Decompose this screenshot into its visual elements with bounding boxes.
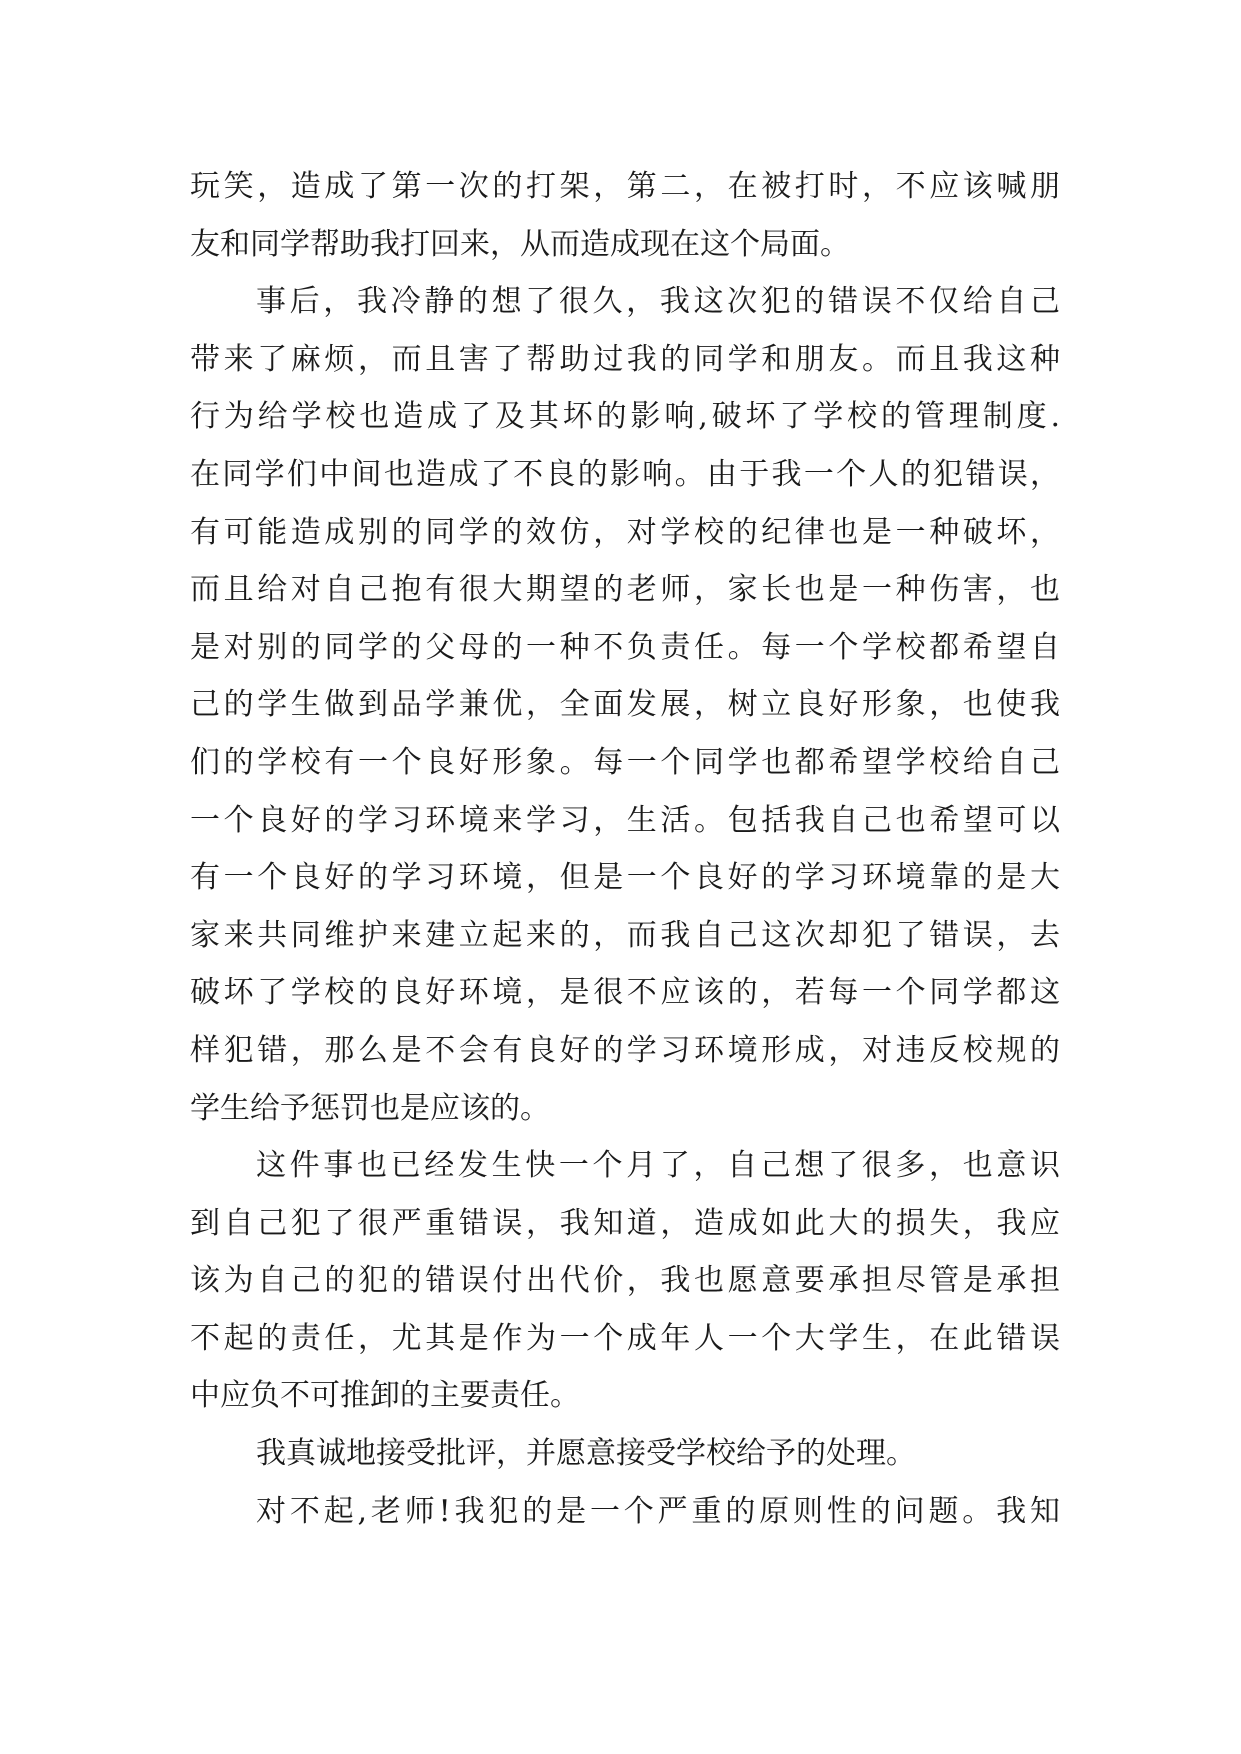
text-line: 有一个良好的学习环境，但是一个良好的学习环境靠的是大 — [190, 860, 1060, 896]
text-line: 不起的责任，尤其是作为一个成年人一个大学生，在此错误 — [190, 1320, 1060, 1356]
text-line: 家来共同维护来建立起来的，而我自己这次却犯了错误，去 — [190, 917, 1060, 953]
text-line: 在同学们中间也造成了不良的影响。由于我一个人的犯错误， — [190, 456, 1060, 492]
text-line: 中应负不可推卸的主要责任。 — [190, 1378, 580, 1414]
text-line: 一个良好的学习环境来学习，生活。包括我自己也希望可以 — [190, 802, 1060, 838]
text-line: 行为给学校也造成了及其坏的影响,破坏了学校的管理制度. — [190, 399, 1060, 435]
document-body — [190, 158, 1060, 1540]
text-line: 是对别的同学的父母的一种不负责任。每一个学校都希望自 — [190, 629, 1060, 665]
text-line: 学生给予惩罚也是应该的。 — [190, 1090, 550, 1126]
text-line: 有可能造成别的同学的效仿，对学校的纪律也是一种破坏， — [190, 514, 1060, 550]
text-line: 对不起,老师!我犯的是一个严重的原则性的问题。我知 — [256, 1493, 1060, 1529]
text-line: 样犯错，那么是不会有良好的学习环境形成，对违反校规的 — [190, 1032, 1060, 1068]
text-line: 破坏了学校的良好环境，是很不应该的，若每一个同学都这 — [190, 975, 1060, 1011]
text-line: 这件事也已经发生快一个月了，自己想了很多，也意识 — [256, 1148, 1060, 1184]
text-line: 事后，我冷静的想了很久，我这次犯的错误不仅给自己 — [256, 284, 1060, 320]
text-line: 我真诚地接受批评，并愿意接受学校给予的处理。 — [256, 1436, 916, 1472]
text-line: 友和同学帮助我打回来，从而造成现在这个局面。 — [190, 226, 850, 262]
text-line: 到自己犯了很严重错误，我知道，造成如此大的损失，我应 — [190, 1205, 1060, 1241]
text-line: 们的学校有一个良好形象。每一个同学也都希望学校给自己 — [190, 744, 1060, 780]
text-line: 己的学生做到品学兼优，全面发展，树立良好形象，也使我 — [190, 687, 1060, 723]
text-line: 玩笑，造成了第一次的打架，第二，在被打时，不应该喊朋 — [190, 169, 1060, 204]
text-line: 带来了麻烦，而且害了帮助过我的同学和朋友。而且我这种 — [190, 341, 1060, 377]
text-line: 该为自己的犯的错误付出代价，我也愿意要承担尽管是承担 — [190, 1263, 1060, 1299]
text-line: 而且给对自己抱有很大期望的老师，家长也是一种伤害，也 — [190, 572, 1060, 608]
